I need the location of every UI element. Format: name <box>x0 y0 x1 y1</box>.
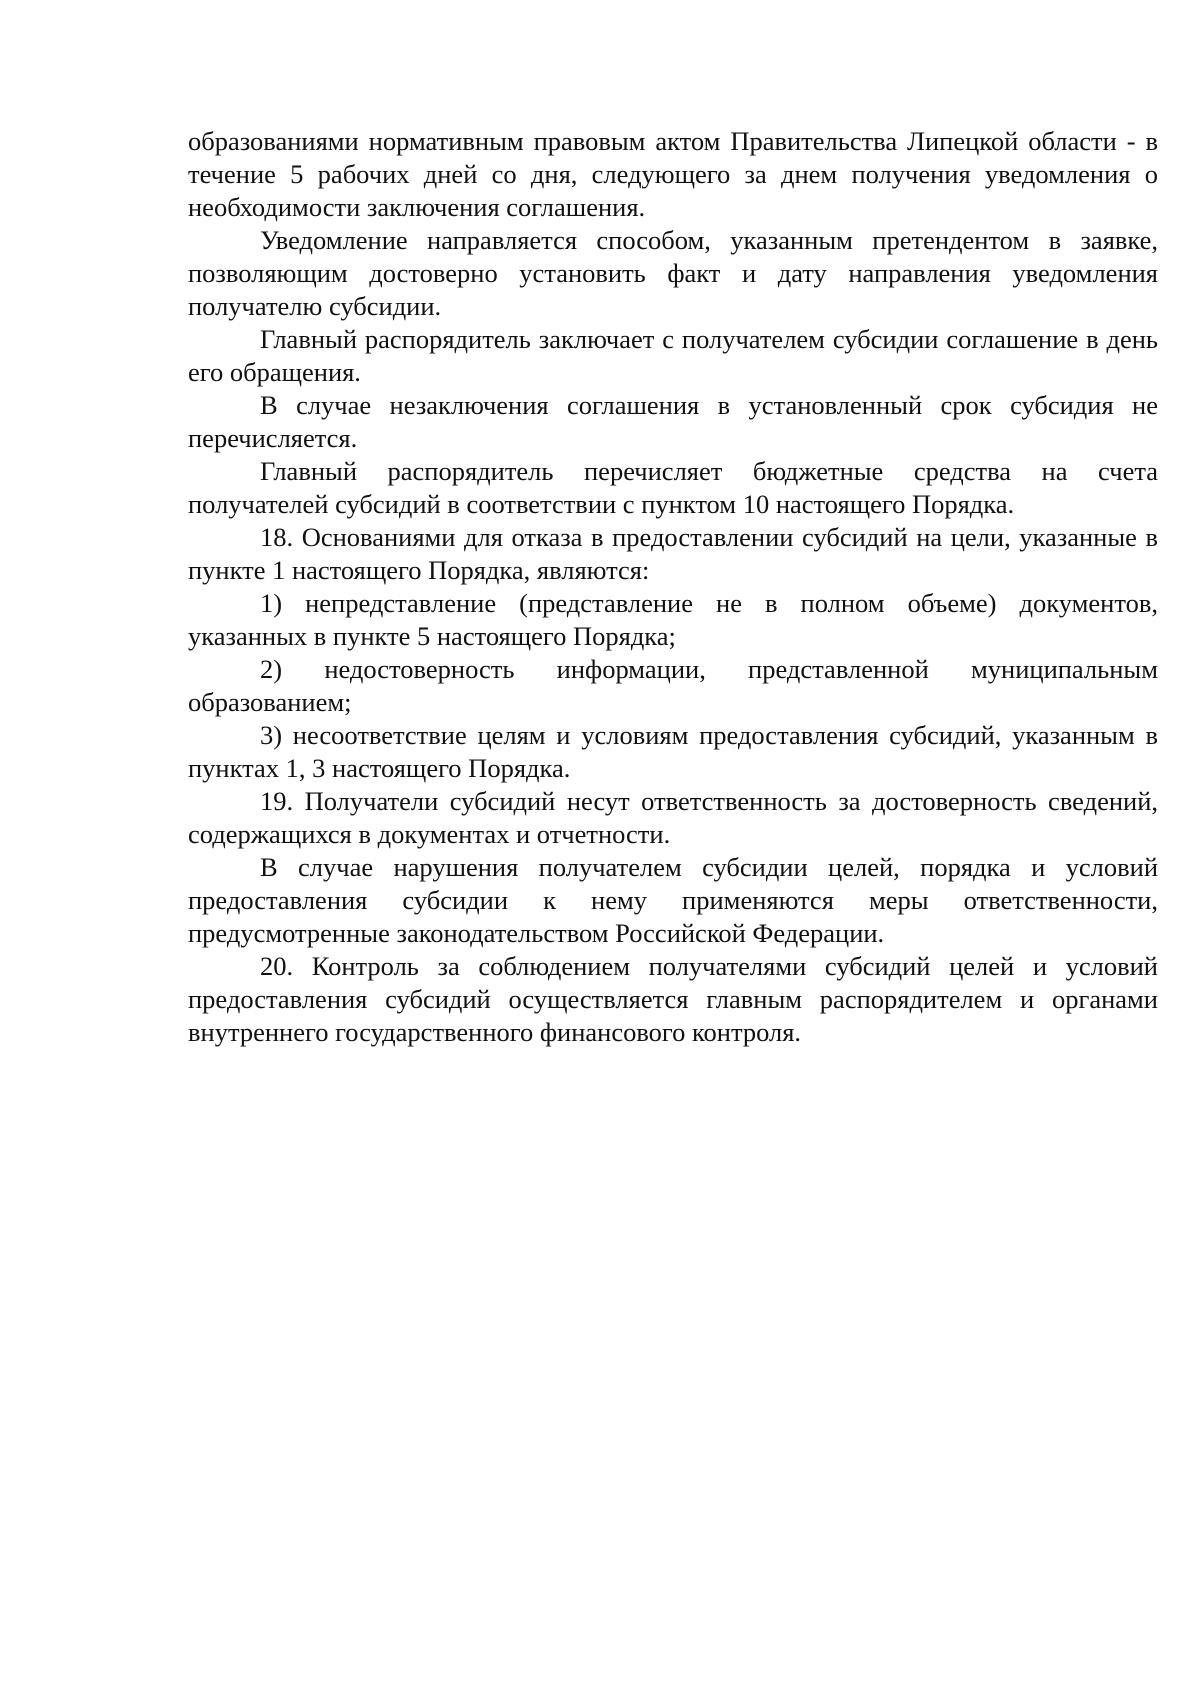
paragraph-non-conclusion: В случае незаключения соглашения в установленный срок субсидия не перечисляется. <box>188 390 1158 453</box>
paragraph-item-20: 20. Контроль за соблюдением получателями субсидий целей и условий предоставления субсидий осуществляется главным распорядителем и органами внутреннего государственного финансового контроля. <box>188 951 1158 1047</box>
paragraph-funds-transfer: Главный распорядитель перечисляет бюджетные средства на счета получателей субсидий в соответствии с пунктом 10 настоящего Порядка. <box>188 456 1158 519</box>
paragraph-item-18-2: 2) недостоверность информации, представленной муниципальным образованием; <box>188 654 1158 717</box>
paragraph-violation: В случае нарушения получателем субсидии целей, порядка и условий предоставления субсидии к нему применяются меры ответственности, предусмотренные законодательством Российской Федерации. <box>188 852 1158 948</box>
paragraph-item-19: 19. Получатели субсидий несут ответственность за достоверность сведений, содержащихся в документах и отчетности. <box>188 786 1158 849</box>
paragraph-item-18-3: 3) несоответствие целям и условиям предоставления субсидий, указанным в пунктах 1, 3 настоящего Порядка. <box>188 720 1158 783</box>
paragraph-notification-method: Уведомление направляется способом, указанным претендентом в заявке, позволяющим достоверно установить факт и дату направления уведомления получателю субсидии. <box>188 225 1158 321</box>
paragraph-item-18: 18. Основаниями для отказа в предоставлении субсидий на цели, указанные в пункте 1 настоящего Порядка, являются: <box>188 522 1158 585</box>
document-body <box>188 125 1158 1049</box>
paragraph-continuation: образованиями нормативным правовым актом Правительства Липецкой области - в течение 5 рабочих дней со дня, следующего за днем получения уведомления о необходимости заключения соглашения. <box>188 126 1158 222</box>
paragraph-agreement-conclusion: Главный распорядитель заключает с получателем субсидии соглашение в день его обращения. <box>188 324 1158 387</box>
paragraph-item-18-1: 1) непредставление (представление не в полном объеме) документов, указанных в пункте 5 настоящего Порядка; <box>188 588 1158 651</box>
